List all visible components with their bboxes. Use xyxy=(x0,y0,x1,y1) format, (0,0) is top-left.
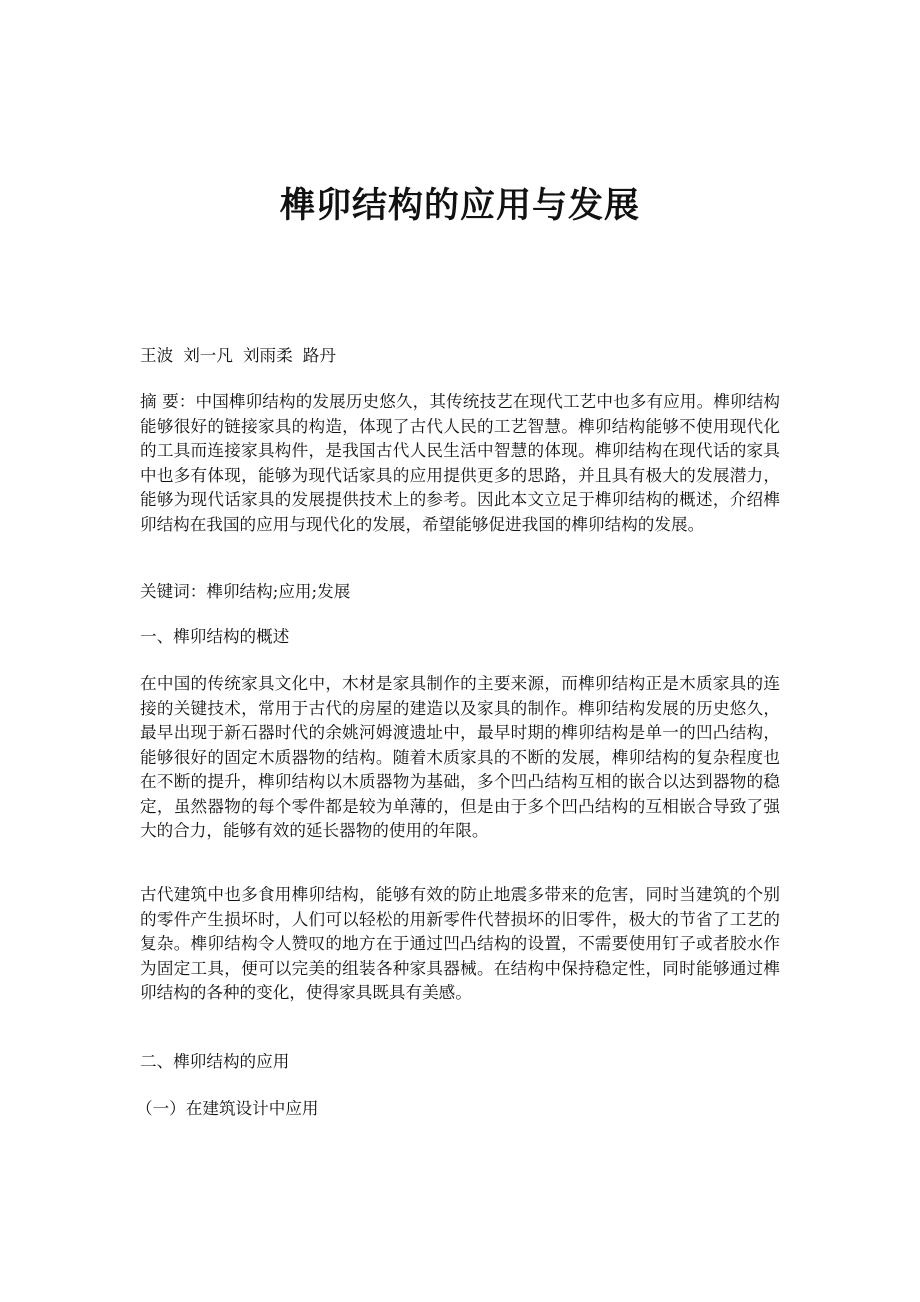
author-name: 王波 xyxy=(140,346,174,365)
author-name: 路丹 xyxy=(302,346,336,365)
author-name: 刘一凡 xyxy=(183,346,233,365)
document-title: 榫卯结构的应用与发展 xyxy=(279,185,640,226)
author-name: 刘雨柔 xyxy=(242,346,293,365)
subsection-heading: （一）在建筑设计中应用 xyxy=(136,1099,319,1118)
section-heading: 一、榫卯结构的概述 xyxy=(140,627,290,646)
abstract: 摘 要：中国榫卯结构的发展历史悠久，其传统技艺在现代工艺中也多有应用。榫卯结构能够很好的链接家具的构造，体现了古代人民的工艺智慧。榫卯结构能够不使用现代化的工具而连接家具构件，是我国古代人民生活中智慧的体现。榫卯结构在现代话的家具中也多有体现，能够为现代话家具的应用提供更多的思路，并且具有极大的发展潜力，能够为现代话家具的发展提供技术上的参考。因此本文立足于榫卯结构的概述，介绍榫卯结构在我国的应用与现代化的发展，希望能够促进我国的榫卯结构的发展。 xyxy=(140,392,780,534)
keywords: 关键词：榫卯结构;应用;发展 xyxy=(140,582,351,601)
body-paragraph: 古代建筑中也多食用榫卯结构，能够有效的防止地震多带来的危害，同时当建筑的个别的零件产生损坏时，人们可以轻松的用新零件代替损坏的旧零件，极大的节省了工艺的复杂。榫卯结构令人赞叹的地方在于通过凹凸结构的设置，不需要使用钉子或者胶水作为固定工具，便可以完美的组装各种家具器械。在结构中保持稳定性，同时能够通过榫卯结构的各种的变化，使得家具既具有美感。 xyxy=(140,885,780,1002)
author-list xyxy=(140,344,780,369)
body-paragraph: 在中国的传统家具文化中，木材是家具制作的主要来源，而榫卯结构正是木质家具的连接的关键技术，常用于古代的房屋的建造以及家具的制作。榫卯结构发展的历史悠久，最早出现于新石器时代的余姚河姆渡遗址中，最早时期的榫卯结构是单一的凹凸结构，能够很好的固定木质器物的结构。随着木质家具的不断的发展，榫卯结构的复杂程度也在不断的提升，榫卯结构以木质器物为基础，多个凹凸结构互相的嵌合以达到器物的稳定，虽然器物的每个零件都是较为单薄的，但是由于多个凹凸结构的互相嵌合导致了强大的合力，能够有效的延长器物的使用的年限。 xyxy=(140,674,780,840)
section-heading: 二、榫卯结构的应用 xyxy=(140,1052,290,1071)
